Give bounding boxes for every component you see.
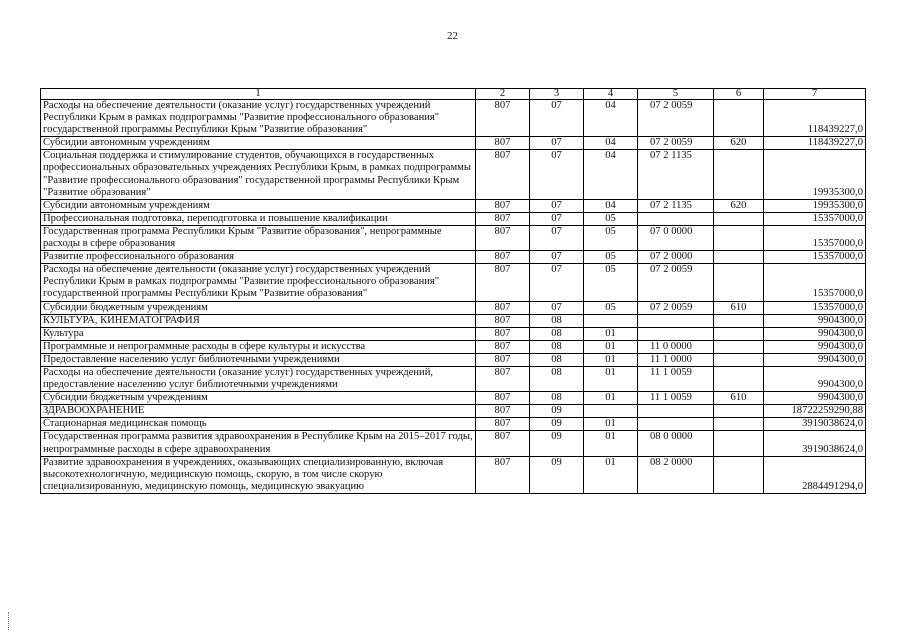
expense-type-code (714, 405, 764, 418)
section-code: 09 (530, 405, 584, 418)
section-code: 07 (530, 199, 584, 212)
target-article-code: 11 1 0000 (638, 353, 714, 366)
section-code: 08 (530, 353, 584, 366)
section-code: 07 (530, 137, 584, 150)
target-article-code: 07 2 1135 (638, 199, 714, 212)
subsection-code: 01 (584, 392, 638, 405)
amount: 9904300,0 (764, 340, 866, 353)
section-code: 07 (530, 100, 584, 137)
target-article-code: 07 2 0059 (638, 301, 714, 314)
ministry-code: 807 (476, 314, 530, 327)
target-article-code (638, 327, 714, 340)
target-article-code: 11 0 0000 (638, 340, 714, 353)
table-row (41, 431, 866, 456)
target-article-code (638, 405, 714, 418)
ministry-code: 807 (476, 264, 530, 301)
row-description: Культура (41, 327, 476, 340)
row-description: Стационарная медицинская помощь (41, 418, 476, 431)
expense-type-code (714, 251, 764, 264)
amount: 3919038624,0 (764, 418, 866, 431)
target-article-code: 11 1 0059 (638, 392, 714, 405)
table-row (41, 327, 866, 340)
section-code: 08 (530, 340, 584, 353)
row-description: Субсидии бюджетным учреждениям (41, 392, 476, 405)
expense-type-code: 620 (714, 137, 764, 150)
row-description: Предоставление населению услуг библиотечными учреждениями (41, 353, 476, 366)
table-row (41, 314, 866, 327)
section-code: 09 (530, 456, 584, 493)
amount: 118439227,0 (764, 137, 866, 150)
table-row (41, 366, 866, 391)
amount: 18722259290,88 (764, 405, 866, 418)
amount: 9904300,0 (764, 327, 866, 340)
target-article-code: 08 0 0000 (638, 431, 714, 456)
subsection-code: 01 (584, 366, 638, 391)
table-row (41, 353, 866, 366)
expense-type-code (714, 327, 764, 340)
subsection-code: 01 (584, 456, 638, 493)
table-row (41, 100, 866, 137)
amount: 15357000,0 (764, 212, 866, 225)
amount: 15357000,0 (764, 225, 866, 250)
section-code: 08 (530, 327, 584, 340)
target-article-code (638, 418, 714, 431)
amount: 9904300,0 (764, 314, 866, 327)
target-article-code: 07 0 0000 (638, 225, 714, 250)
section-code: 08 (530, 314, 584, 327)
section-code: 07 (530, 301, 584, 314)
row-description: Социальная поддержка и стимулирование студентов, обучающихся в государственных профессиональных образовательных учреждениях Республики Крым, в рамках подпрограммы "Развитие профессионального образования" государственной программы Республики Крым "Развитие образования" (41, 150, 476, 199)
section-code: 07 (530, 225, 584, 250)
target-article-code: 07 2 0059 (638, 264, 714, 301)
subsection-code: 05 (584, 251, 638, 264)
ministry-code: 807 (476, 137, 530, 150)
subsection-code: 01 (584, 340, 638, 353)
target-article-code: 08 2 0000 (638, 456, 714, 493)
subsection-code: 04 (584, 137, 638, 150)
amount: 9904300,0 (764, 392, 866, 405)
table-row (41, 392, 866, 405)
column-number: 6 (714, 89, 764, 100)
expense-type-code (714, 340, 764, 353)
table-row (41, 456, 866, 493)
subsection-code: 05 (584, 212, 638, 225)
target-article-code (638, 212, 714, 225)
ministry-code: 807 (476, 366, 530, 391)
section-code: 08 (530, 366, 584, 391)
ministry-code: 807 (476, 100, 530, 137)
row-description: Профессиональная подготовка, переподготовка и повышение квалификации (41, 212, 476, 225)
subsection-code (584, 405, 638, 418)
target-article-code (638, 314, 714, 327)
section-code: 09 (530, 418, 584, 431)
ministry-code: 807 (476, 199, 530, 212)
ministry-code: 807 (476, 225, 530, 250)
row-description: Субсидии бюджетным учреждениям (41, 301, 476, 314)
table-row (41, 264, 866, 301)
section-code: 07 (530, 212, 584, 225)
expense-type-code (714, 366, 764, 391)
row-description: Расходы на обеспечение деятельности (оказание услуг) государственных учреждений Республики Крым в рамках подпрограммы "Развитие профессионального образования" государственной программы Республики Крым "Развитие образования" (41, 264, 476, 301)
expense-type-code (714, 264, 764, 301)
expense-type-code (714, 212, 764, 225)
table-row (41, 405, 866, 418)
ministry-code: 807 (476, 212, 530, 225)
column-number: 1 (41, 89, 476, 100)
expense-type-code: 620 (714, 199, 764, 212)
column-number: 7 (764, 89, 866, 100)
expense-type-code (714, 150, 764, 199)
table-row (41, 340, 866, 353)
row-description: Расходы на обеспечение деятельности (оказание услуг) государственных учреждений, предоставление населению услуг библиотечными учреждениями (41, 366, 476, 391)
table-row (41, 251, 866, 264)
subsection-code: 04 (584, 150, 638, 199)
target-article-code: 07 2 0000 (638, 251, 714, 264)
amount: 19935300,0 (764, 199, 866, 212)
subsection-code: 04 (584, 199, 638, 212)
row-description: Субсидии автономным учреждениям (41, 137, 476, 150)
section-code: 08 (530, 392, 584, 405)
row-description: Расходы на обеспечение деятельности (оказание услуг) государственных учреждений Республики Крым в рамках подпрограммы "Развитие профессионального образования" государственной программы Республики Крым "Развитие образования" (41, 100, 476, 137)
amount: 3919038624,0 (764, 431, 866, 456)
table-row (41, 418, 866, 431)
ministry-code: 807 (476, 353, 530, 366)
expense-type-code (714, 431, 764, 456)
target-article-code: 07 2 0059 (638, 100, 714, 137)
ministry-code: 807 (476, 456, 530, 493)
column-number: 3 (530, 89, 584, 100)
ministry-code: 807 (476, 301, 530, 314)
ministry-code: 807 (476, 405, 530, 418)
section-code: 07 (530, 264, 584, 301)
scan-margin-mark (8, 612, 11, 630)
ministry-code: 807 (476, 418, 530, 431)
column-number: 5 (638, 89, 714, 100)
expense-type-code (714, 314, 764, 327)
row-description: Государственная программа Республики Крым "Развитие образования", непрограммные расходы в сфере образования (41, 225, 476, 250)
table-row (41, 212, 866, 225)
subsection-code: 01 (584, 353, 638, 366)
ministry-code: 807 (476, 392, 530, 405)
amount: 15357000,0 (764, 301, 866, 314)
table-row (41, 150, 866, 199)
amount: 118439227,0 (764, 100, 866, 137)
target-article-code: 11 1 0059 (638, 366, 714, 391)
amount: 9904300,0 (764, 353, 866, 366)
row-description: КУЛЬТУРА, КИНЕМАТОГРАФИЯ (41, 314, 476, 327)
subsection-code (584, 314, 638, 327)
amount: 9904300,0 (764, 366, 866, 391)
expense-type-code (714, 353, 764, 366)
subsection-code: 01 (584, 418, 638, 431)
subsection-code: 05 (584, 264, 638, 301)
section-code: 07 (530, 150, 584, 199)
ministry-code: 807 (476, 327, 530, 340)
expense-type-code (714, 456, 764, 493)
section-code: 07 (530, 251, 584, 264)
table-row (41, 199, 866, 212)
subsection-code: 01 (584, 327, 638, 340)
expense-type-code (714, 418, 764, 431)
table-row (41, 301, 866, 314)
expense-type-code (714, 100, 764, 137)
row-description: Государственная программа развития здравоохранения в Республике Крым на 2015–2017 годы, непрограммные расходы в сфере здравоохранения (41, 431, 476, 456)
row-description: Развитие профессионального образования (41, 251, 476, 264)
row-description: ЗДРАВООХРАНЕНИЕ (41, 405, 476, 418)
subsection-code: 04 (584, 100, 638, 137)
amount: 15357000,0 (764, 264, 866, 301)
table-row (41, 137, 866, 150)
target-article-code: 07 2 0059 (638, 137, 714, 150)
column-number: 4 (584, 89, 638, 100)
column-number-row (41, 89, 866, 100)
amount: 15357000,0 (764, 251, 866, 264)
subsection-code: 05 (584, 225, 638, 250)
column-number: 2 (476, 89, 530, 100)
row-description: Программные и непрограммные расходы в сфере культуры и искусства (41, 340, 476, 353)
expense-type-code (714, 225, 764, 250)
target-article-code: 07 2 1135 (638, 150, 714, 199)
subsection-code: 05 (584, 301, 638, 314)
expense-type-code: 610 (714, 301, 764, 314)
amount: 19935300,0 (764, 150, 866, 199)
expense-type-code: 610 (714, 392, 764, 405)
row-description: Субсидии автономным учреждениям (41, 199, 476, 212)
subsection-code: 01 (584, 431, 638, 456)
page-number: 22 (447, 30, 458, 42)
section-code: 09 (530, 431, 584, 456)
amount: 2884491294,0 (764, 456, 866, 493)
row-description: Развитие здравоохранения в учреждениях, оказывающих специализированную, включая высокотехнологичную, медицинскую помощь, скорую, в том числе скорую специализированную, медицинскую помощь, медицинскую эвакуацию (41, 456, 476, 493)
ministry-code: 807 (476, 340, 530, 353)
ministry-code: 807 (476, 251, 530, 264)
table-row (41, 225, 866, 250)
ministry-code: 807 (476, 431, 530, 456)
budget-table (40, 88, 866, 494)
ministry-code: 807 (476, 150, 530, 199)
